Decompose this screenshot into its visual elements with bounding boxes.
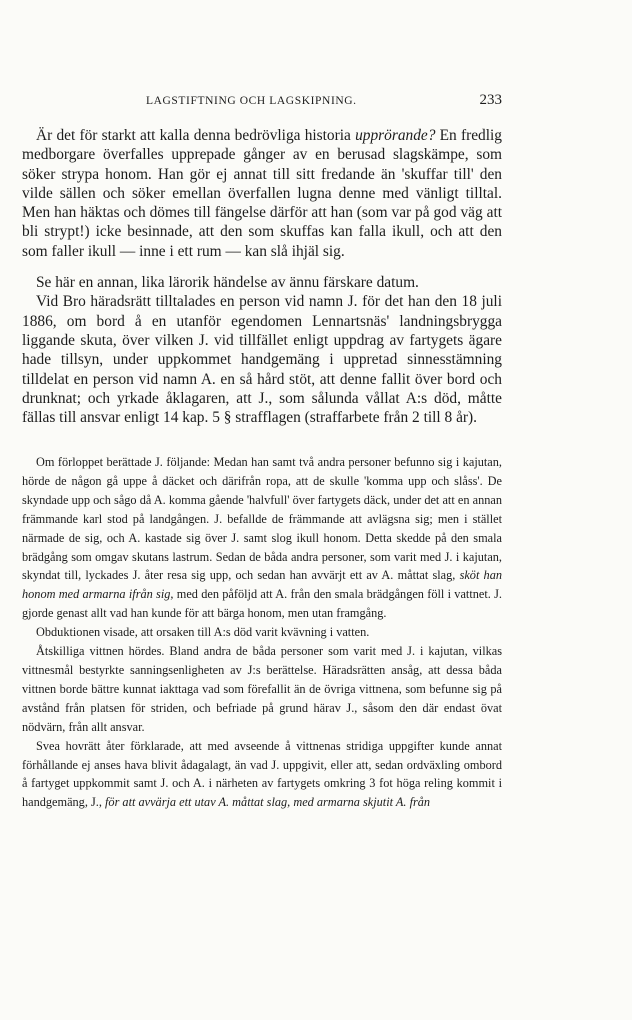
case-report [22, 453, 502, 812]
main-text [22, 126, 502, 427]
paragraph: Svea hovrätt åter förklarade, att med avseende å vittnenas stridiga uppgifter kunde annat förhållande ej anses hava blivit ådagalagt, än vad J. uppgivit, eller att, sedan ordväxling ombord å fartyget uppkommit samt J. och A. i närheten av fartygets omkring 3 fot höga reling kommit i handgemäng, J., för att avvärja ett utav A. måttat slag, med armarna skjutit A. från [22, 738, 502, 810]
running-head: LAGSTIFTNING OCH LAGSKIPNING. [146, 95, 357, 107]
paragraph: Obduktionen visade, att orsaken till A:s död varit kvävning i vatten. [36, 625, 370, 640]
emphasis: sköt han honom med armarna ifrån sig, [22, 568, 503, 602]
paragraph: Vid Bro häradsrätt tilltalades en person vid namn J. för det han den 18 juli 1886, om bord å en utanför egendomen Lennartsnäs' landningsbrygga liggande skuta, över vilken J. vid tillfället enligt uppdrag av fartygets ägare hade tillsyn, under uppkommet handgemäng i uppretad sinnesstämning tilldelat en person vid namn A. en så hård stöt, att denne fallit över bord och drunknat; och yrkade åklagaren, att J., som sålunda vållat A:s död, måtte fällas till ansvar enligt 14 kap. 5 § strafflagen (straffarbete från 2 till 8 år). [22, 293, 502, 427]
page-number: 233 [479, 92, 502, 108]
paragraph: Åtskilliga vittnen hördes. Bland andra de båda personer som varit med J. i kajutan, vilkas vittnesmål bestyrkte sanningsenligheten av J:s berättelse. Häradsrätten ansåg, att dessa båda vittnen borde bättre kunnat iakttaga vad som förefallit än de övriga vittnena, som befunne sig på avstånd från platsen för striden, och befriade på grund härav J., såsom den där endast övat nödvärn, från allt ansvar. [22, 644, 502, 734]
emphasis: för att avvärja ett utav A. måttat slag, med armarna skjutit A. från [105, 795, 431, 810]
paragraph: Se här en annan, lika lärorik händelse av ännu färskare datum. [36, 274, 419, 292]
page-header [22, 92, 502, 109]
paragraph: Om förloppet berättade J. följande: Medan han samt två andra personer befunno sig i kajutan, hörde de någon gå uppe å däcket och därifrån ropa, att de skulle 'komma upp och slåss'. De skyndade upp och sågo då A. komma gående 'halvfull' över fartygets däck, under det att en annan främmande karl stod på landgången. J. befallde de främmande att avlägsna sig; men i stället närmade de sig, och A. kastade sig över J. samt slog ikull honom. Detta skedde på den smala brädgång som omgav skutans lastrum. Sedan de båda andra personer, som varit med J. i kajutan, skyndat till, lyckades J. åter resa sig upp, och sedan han avvärjt ett av A. måttat slag, sköt han honom med armarna ifrån sig, med den påföljd att A. från den smala brädgången föll i vattnet. J. gjorde genast allt vad han kunde för att bärga honom, men utan framgång. [22, 455, 503, 621]
paragraph: Är det för starkt att kalla denna bedrövliga historia upprörande? En fredlig medborgare överfalles upprepade gånger av en berusad slagskämpe, som söker strypa honom. Han gör ej annat till sitt fredande än 'skuffar till' den vilde sällen och söker emellan överfallen lugna denne med vänligt tilltal. Men han häktas och dömes till fängelse därför att han (som var på god väg att bli strypt!) icke besinnade, att den som skuffas kan falla ikull, och att den som faller ikull — inne i ett rum — kan slå ihjäl sig. [22, 127, 502, 260]
emphasis: upprörande? [355, 127, 436, 144]
